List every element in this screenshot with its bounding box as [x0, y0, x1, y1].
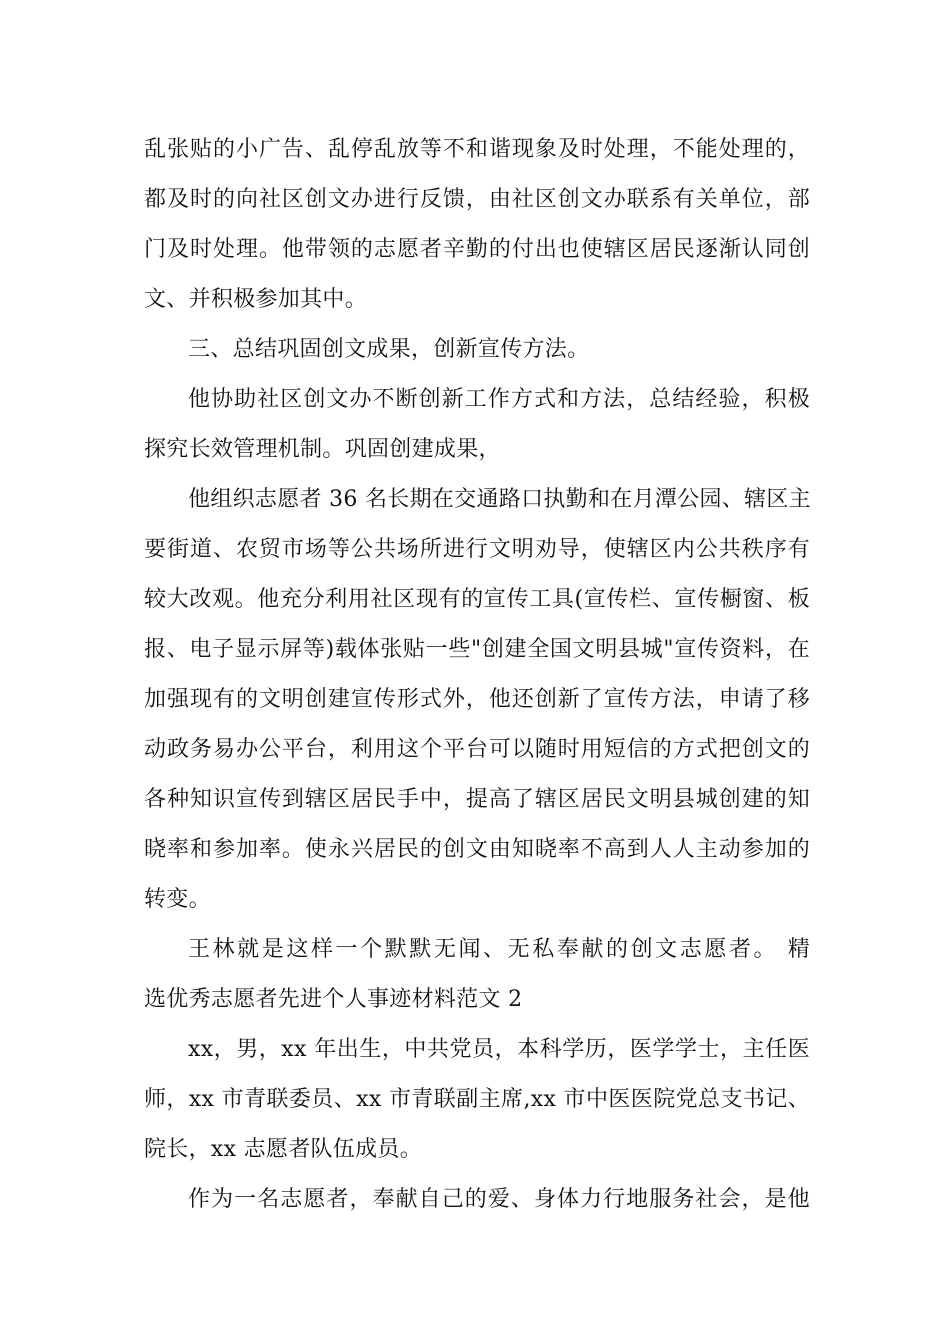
body-text-line: xx，男，xx 年出生，中共党员，本科学历，医学学士，主任医	[188, 1037, 810, 1062]
body-text-line: 门及时处理。他带领的志愿者辛勤的付出也使辖区居民逐渐认同创	[144, 237, 810, 262]
body-text-line: 较大改观。他充分利用社区现有的宣传工具(宣传栏、宣传橱窗、板	[144, 587, 810, 612]
body-text-line: 报、电子显示屏等)载体张贴一些"创建全国文明县城"宣传资料，在	[144, 637, 810, 662]
body-text-line: 晓率和参加率。使永兴居民的创文由知晓率不高到人人主动参加的	[144, 837, 810, 862]
section-heading: 三、总结巩固创文成果，创新宣传方法。	[188, 337, 590, 362]
body-text-line: 动政务易办公平台，利用这个平台可以随时用短信的方式把创文的	[144, 737, 810, 762]
body-text-line: 文、并积极参加其中。	[144, 287, 368, 312]
body-text-line: 师，xx 市青联委员、xx 市青联副主席,xx 市中医医院党总支书记、	[144, 1087, 810, 1112]
body-text-line: 院长，xx 志愿者队伍成员。	[144, 1137, 423, 1162]
body-text-line: 作为一名志愿者，奉献自己的爱、身体力行地服务社会，是他	[188, 1187, 810, 1212]
body-text-line: 各种知识宣传到辖区居民手中，提高了辖区居民文明县城创建的知	[144, 787, 810, 812]
body-text-line: 王林就是这样一个默默无闻、无私奉献的创文志愿者。 精	[188, 937, 810, 962]
body-text-line: 加强现有的文明创建宣传形式外，他还创新了宣传方法，申请了移	[144, 687, 810, 712]
body-text-line: 要街道、农贸市场等公共场所进行文明劝导，使辖区内公共秩序有	[144, 537, 810, 562]
body-text-line: 探究长效管理机制。巩固创建成果，	[144, 437, 501, 462]
body-text-line: 转变。	[144, 887, 211, 912]
body-text-line: 他组织志愿者 36 名长期在交通路口执勤和在月潭公园、辖区主	[188, 487, 811, 512]
body-text-line: 他协助社区创文办不断创新工作方式和方法，总结经验，积极	[188, 387, 810, 412]
body-text-line: 都及时的向社区创文办进行反馈，由社区创文办联系有关单位，部	[144, 187, 810, 212]
body-text-line: 选优秀志愿者先进个人事迹材料范文 2	[144, 987, 523, 1012]
body-text-line: 乱张贴的小广告、乱停乱放等不和谐现象及时处理，不能处理的，	[144, 137, 810, 162]
